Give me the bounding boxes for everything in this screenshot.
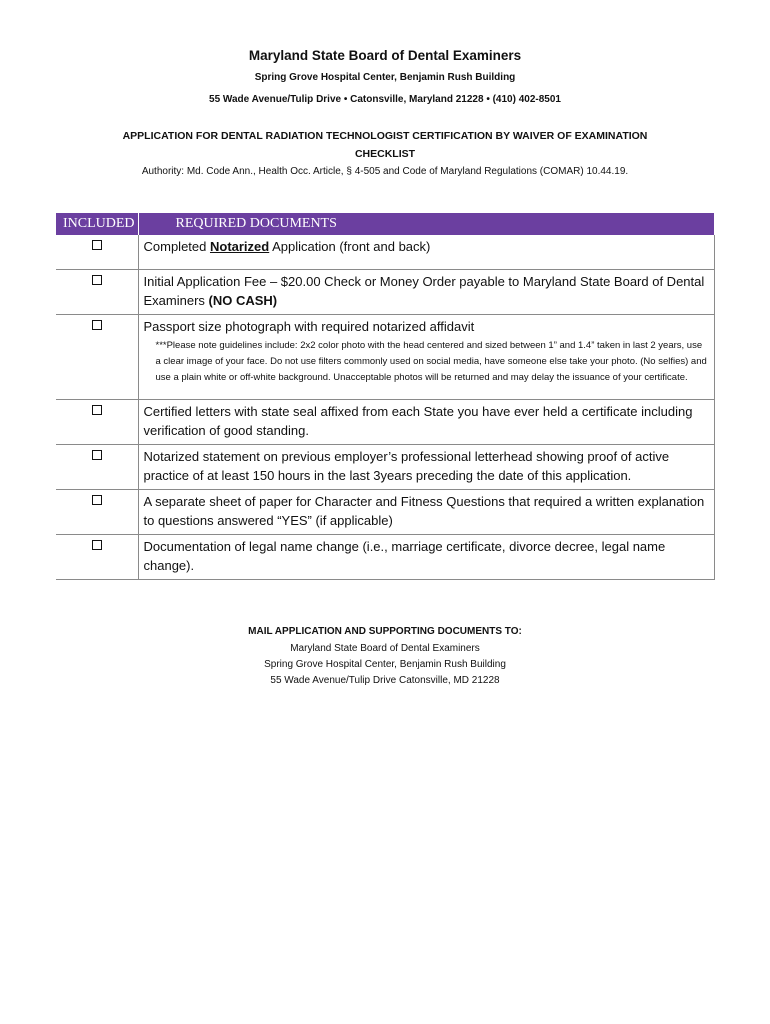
no-cash-emphasis: (NO CASH) <box>208 293 278 308</box>
checklist-row-passport-photo <box>56 315 714 400</box>
authority-citation: Authority: Md. Code Ann., Health Occ. Article, § 4-505 and Code of Maryland Regulations (COMAR) 10.44.19. <box>141 166 629 177</box>
mail-heading: MAIL APPLICATION AND SUPPORTING DOCUMENTS TO: <box>248 626 522 637</box>
checkbox-employer-statement[interactable] <box>92 450 102 460</box>
photo-guidelines-note: ***Please note guidelines include: 2x2 color photo with the head centered and sized between 1” and 1.4” taken in last 2 years, use a clear image of your face. Do not use filters commonly used on social media, have someone else take your photo. (No selfies) and use a plain white or off-white background. Unacceptable photos will be returned and may delay the issuance of your certificate. <box>155 340 707 383</box>
checklist-row-notarized-application <box>56 235 714 270</box>
mail-board-name: Maryland State Board of Dental Examiners <box>290 643 480 654</box>
checklist-row-legal-name-change <box>56 535 714 580</box>
checkbox-certified-letters[interactable] <box>92 405 102 415</box>
checklist-table <box>56 213 715 580</box>
form-subtitle: CHECKLIST <box>354 148 416 160</box>
checkbox-notarized-application[interactable] <box>92 240 102 250</box>
board-name: Maryland State Board of Dental Examiners <box>248 48 522 63</box>
checkbox-application-fee[interactable] <box>92 275 102 285</box>
table-header-row <box>56 213 714 235</box>
checklist-row-application-fee <box>56 270 714 315</box>
checklist-row-certified-letters <box>56 400 714 445</box>
item-passport-photo: Passport size photograph with required notarized affidavit ***Please note guidelines include: 2x2 color photo with the head centered and sized between 1” and 1.4” taken in last 2 years, use a clear image of your face. Do not use filters commonly used on social media, have someone else take your photo. (No selfies) and use a plain white or off-white background. Unacceptable photos will be returned and may delay the issuance of your certificate. <box>138 315 714 400</box>
item-employer-statement: Notarized statement on previous employer’s professional letterhead showing proof of active practice of at least 150 hours in the last 3years preceding the date of this application. <box>138 445 714 490</box>
mail-address: 55 Wade Avenue/Tulip Drive Catonsville, MD 21228 <box>270 675 500 686</box>
board-address: 55 Wade Avenue/Tulip Drive • Catonsville, Maryland 21228 • (410) 402-8501 <box>209 94 561 105</box>
item-certified-letters: Certified letters with state seal affixed from each State you have ever held a certificate including verification of good standing. <box>138 400 714 445</box>
mail-building: Spring Grove Hospital Center, Benjamin Rush Building <box>264 659 506 670</box>
item-notarized-application: Completed Notarized Application (front and back) <box>138 235 714 270</box>
board-building: Spring Grove Hospital Center, Benjamin Rush Building <box>254 72 516 83</box>
column-header-included: INCLUDED <box>56 213 138 235</box>
checklist-row-character-fitness <box>56 490 714 535</box>
checklist-row-employer-statement <box>56 445 714 490</box>
item-application-fee: Initial Application Fee – $20.00 Check or Money Order payable to Maryland State Board of Dental Examiners (NO CASH) <box>138 270 714 315</box>
column-header-required-documents: REQUIRED DOCUMENTS <box>138 213 714 235</box>
form-title: APPLICATION FOR DENTAL RADIATION TECHNOLOGIST CERTIFICATION BY WAIVER OF EXAMINATION <box>122 130 648 142</box>
checkbox-passport-photo[interactable] <box>92 320 102 330</box>
checkbox-character-fitness[interactable] <box>92 495 102 505</box>
checkbox-legal-name-change[interactable] <box>92 540 102 550</box>
item-character-fitness: A separate sheet of paper for Character and Fitness Questions that required a written explanation to questions answered “YES” (if applicable) <box>138 490 714 535</box>
item-legal-name-change: Documentation of legal name change (i.e., marriage certificate, divorce decree, legal name change). <box>138 535 714 580</box>
notarized-emphasis: Notarized <box>209 239 270 254</box>
